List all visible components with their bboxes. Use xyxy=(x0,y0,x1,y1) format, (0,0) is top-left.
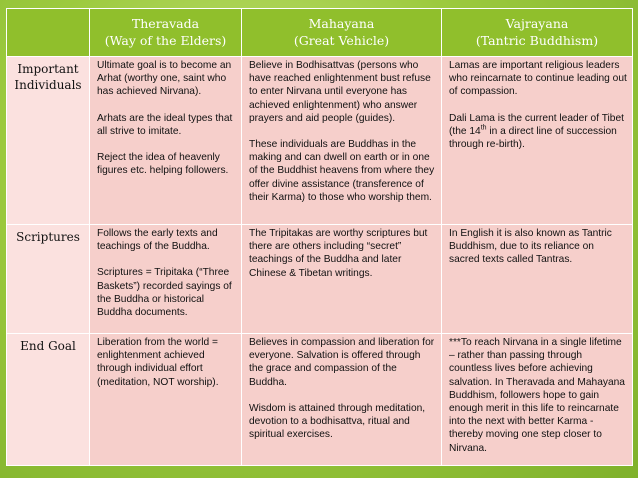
cell-scriptures-mahayana xyxy=(242,225,442,334)
comparison-table xyxy=(6,8,633,466)
header-corner xyxy=(7,9,90,57)
text-fragment: in a direct line of succession through re-birth). xyxy=(449,125,617,151)
paragraph: These individuals are Buddhas in the making and can dwell on earth or in one of the Buddhist heavens from where they offer divine assistance (transference of their Karma) to those who worship them. xyxy=(249,139,435,203)
cell-scriptures-vajrayana xyxy=(442,225,633,334)
header-vajrayana-name: Vajrayana xyxy=(505,16,569,31)
paragraph: Lamas are important religious leaders who reincarnate to continue leading out of compassion. xyxy=(449,60,627,98)
paragraph: In English it is also known as Tantric Buddhism, due to its reliance on sacred texts called Tantras. xyxy=(449,228,612,266)
row-label-individuals-line1: Important xyxy=(17,62,79,76)
text-fragment: Dali Lama is the current leader of Tibet (the 14 xyxy=(449,112,624,137)
header-theravada-name: Theravada xyxy=(131,16,200,31)
cell-individuals-vajrayana xyxy=(442,57,633,225)
paragraph: Believes in compassion and liberation for everyone. Salvation is offered through the grace and compassion of the Buddha. xyxy=(249,337,435,388)
cell-individuals-mahayana xyxy=(242,57,442,225)
paragraph: Scriptures = Tripitaka (“Three Baskets”) recorded sayings of the Buddha or historical Buddha documents. xyxy=(97,267,232,319)
row-label-individuals xyxy=(7,57,90,225)
cell-endgoal-mahayana xyxy=(242,334,442,466)
header-mahayana-sub: (Great Vehicle) xyxy=(293,33,390,48)
paragraph: Wisdom is attained through meditation, devotion to a bodhisattva, ritual and spiritual exercises. xyxy=(249,402,426,441)
row-label-individuals-line2: Individuals xyxy=(14,78,82,92)
row-label-scriptures xyxy=(7,225,90,334)
cell-endgoal-vajrayana xyxy=(442,334,633,466)
paragraph: Reject the idea of heavenly figures etc. helping followers. xyxy=(97,152,229,177)
superscript: th xyxy=(480,124,487,132)
paragraph: The Tripitakas are worthy scriptures but there are others including “secret” teachings of the Buddha and later Chinese & Tibetan writings. xyxy=(249,228,428,279)
paragraph: Arhats are the ideal types that all strive to imitate. xyxy=(97,112,233,137)
header-vajrayana-sub: (Tantric Buddhism) xyxy=(475,33,599,48)
paragraph: Ultimate goal is to become an Arhat (worthy one, saint who has achieved Nirvana). xyxy=(97,60,232,98)
header-mahayana xyxy=(242,9,442,57)
cell-endgoal-theravada xyxy=(90,334,242,466)
cell-individuals-theravada xyxy=(90,57,242,225)
header-mahayana-name: Mahayana xyxy=(308,16,375,31)
paragraph: Follows the early texts and teachings of the Buddha. xyxy=(97,228,218,253)
header-theravada-sub: (Way of the Elders) xyxy=(104,33,227,48)
row-label-scriptures-text: Scriptures xyxy=(16,230,80,244)
paragraph: ***To reach Nirvana in a single lifetime – rather than passing through countless lives before achieving salvation. In Theravada and Mahayana Buddhism, followers hope to gain enough merit in this life to reincarnate into the next with better Karma - thereby moving one step closer to Nirvana. xyxy=(449,337,625,454)
row-label-endgoal xyxy=(7,334,90,466)
paragraph: Liberation from the world = enlightenment achieved through individual effort (meditation, NOT worship). xyxy=(97,337,219,388)
header-vajrayana xyxy=(442,9,633,57)
row-label-endgoal-text: End Goal xyxy=(20,339,76,353)
cell-scriptures-theravada xyxy=(90,225,242,334)
paragraph: Believe in Bodhisattvas (persons who have reached enlightenment bust refuse to enter Nirvana until everyone has achieved enlightenment) who answer prayers and aid people (guides). xyxy=(249,60,431,124)
paragraph-dalai-lama xyxy=(449,112,627,152)
header-theravada xyxy=(90,9,242,57)
